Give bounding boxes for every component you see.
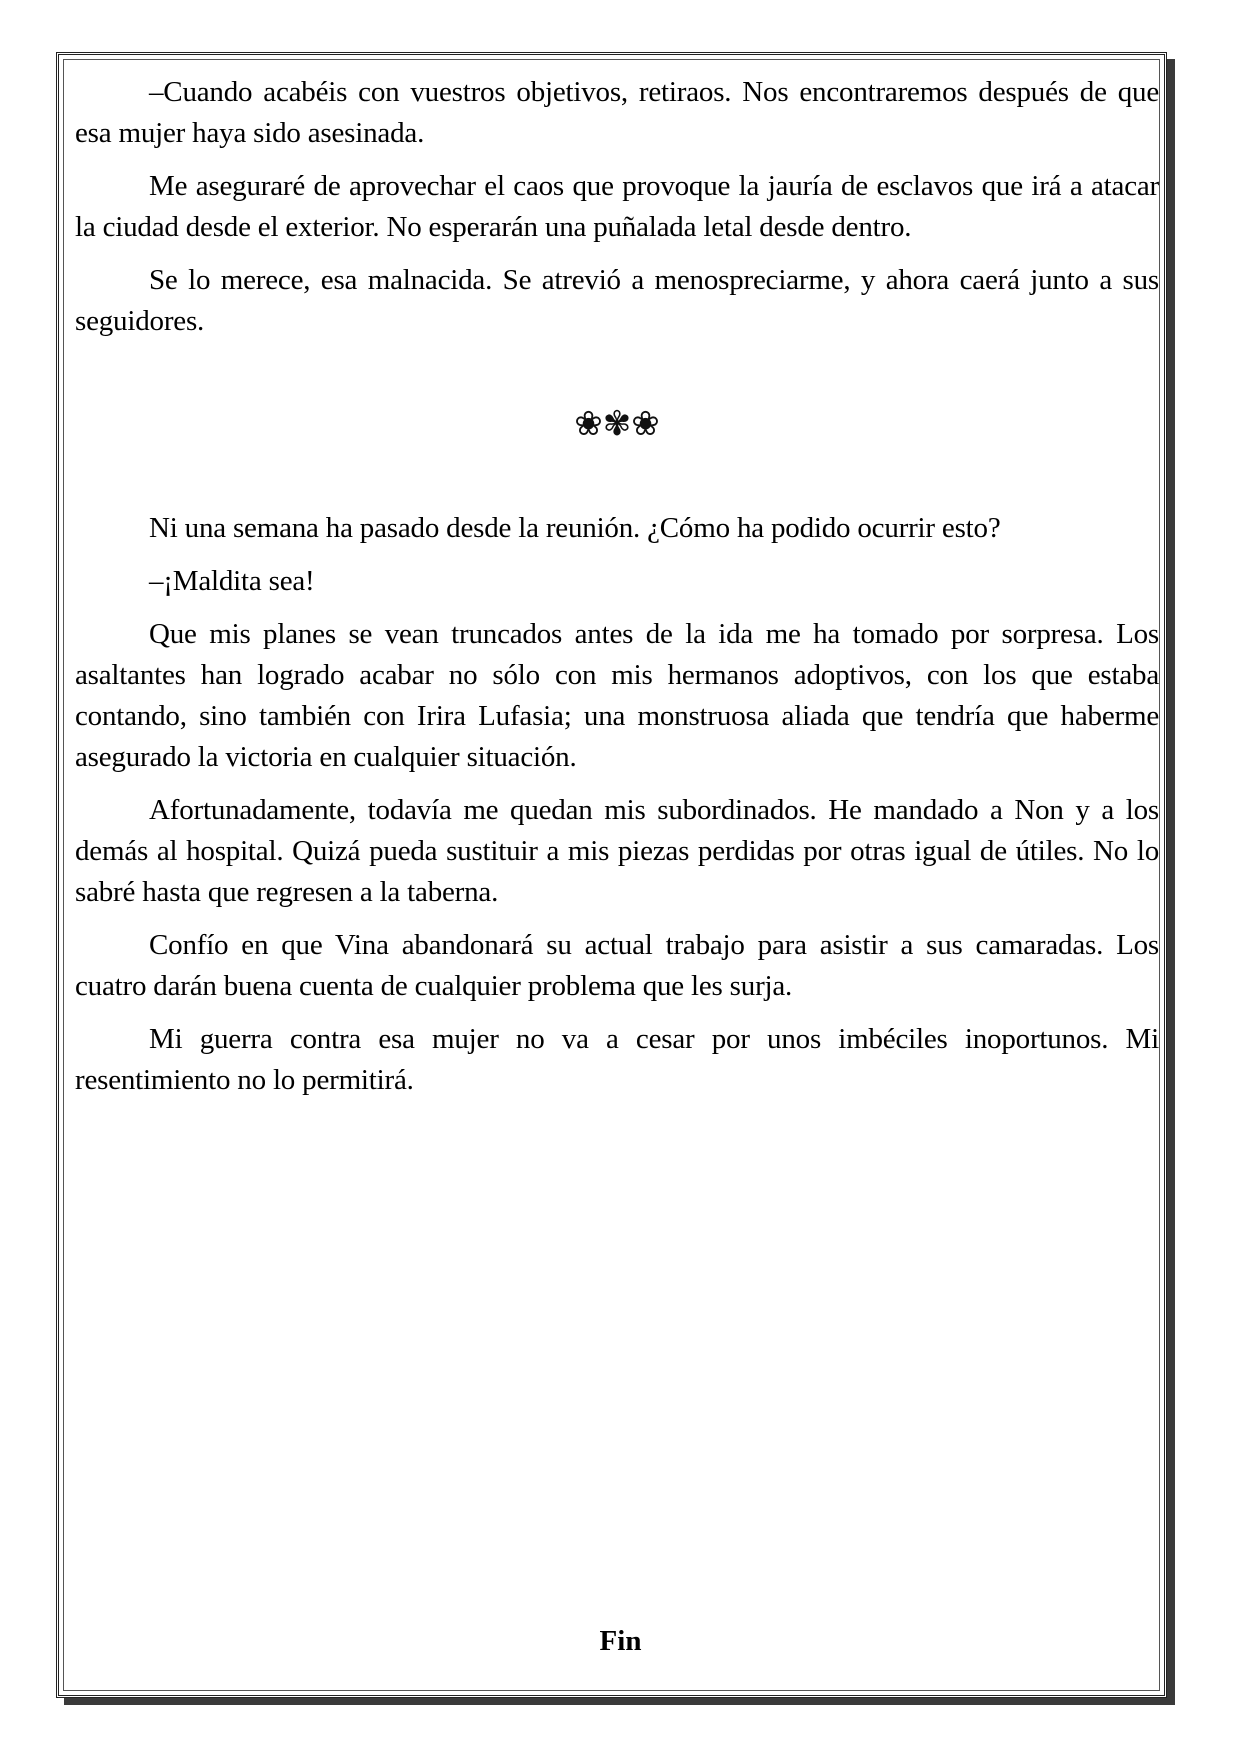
paragraph: –¡Maldita sea! <box>149 565 315 597</box>
paragraph: Me aseguraré de aprovechar el caos que provoque la jauría de esclavos que irá a atacar la ciudad desde el exterior. No esperarán una puñalada letal desde dentro. <box>75 170 1159 243</box>
paragraph: –Cuando acabéis con vuestros objetivos, retiraos. Nos encontraremos después de que esa mujer haya sido asesinada. <box>75 76 1159 149</box>
paragraph: Que mis planes se vean truncados antes de la ida me ha tomado por sorpresa. Los asaltantes han logrado acabar no sólo con mis hermanos adoptivos, con los que estaba contando, sino también con Irira Lufasia; una monstruosa aliada que tendría que haberme asegurado la victoria en cualquier situación. <box>75 618 1159 773</box>
text-column <box>75 72 1159 1113</box>
paragraph: Afortunadamente, todavía me quedan mis subordinados. He mandado a Non y a los demás al hospital. Quizá pueda sustituir a mis piezas perdidas por otras igual de útiles. No lo sabré hasta que regresen a la taberna. <box>75 794 1159 908</box>
paragraph: Confío en que Vina abandonará su actual trabajo para asistir a sus camaradas. Los cuatro darán buena cuenta de cualquier problema que les surja. <box>75 929 1159 1002</box>
end-label: Fin <box>599 1625 642 1657</box>
section-divider-ornament: ❀✾❀ <box>574 406 660 443</box>
paragraph: Mi guerra contra esa mujer no va a cesar por unos imbéciles inoportunos. Mi resentimiento no lo permitirá. <box>75 1023 1159 1096</box>
paragraph: Se lo merece, esa malnacida. Se atrevió a menospreciarme, y ahora caerá junto a sus seguidores. <box>75 264 1159 337</box>
paragraph: Ni una semana ha pasado desde la reunión. ¿Cómo ha podido ocurrir esto? <box>149 512 1001 544</box>
